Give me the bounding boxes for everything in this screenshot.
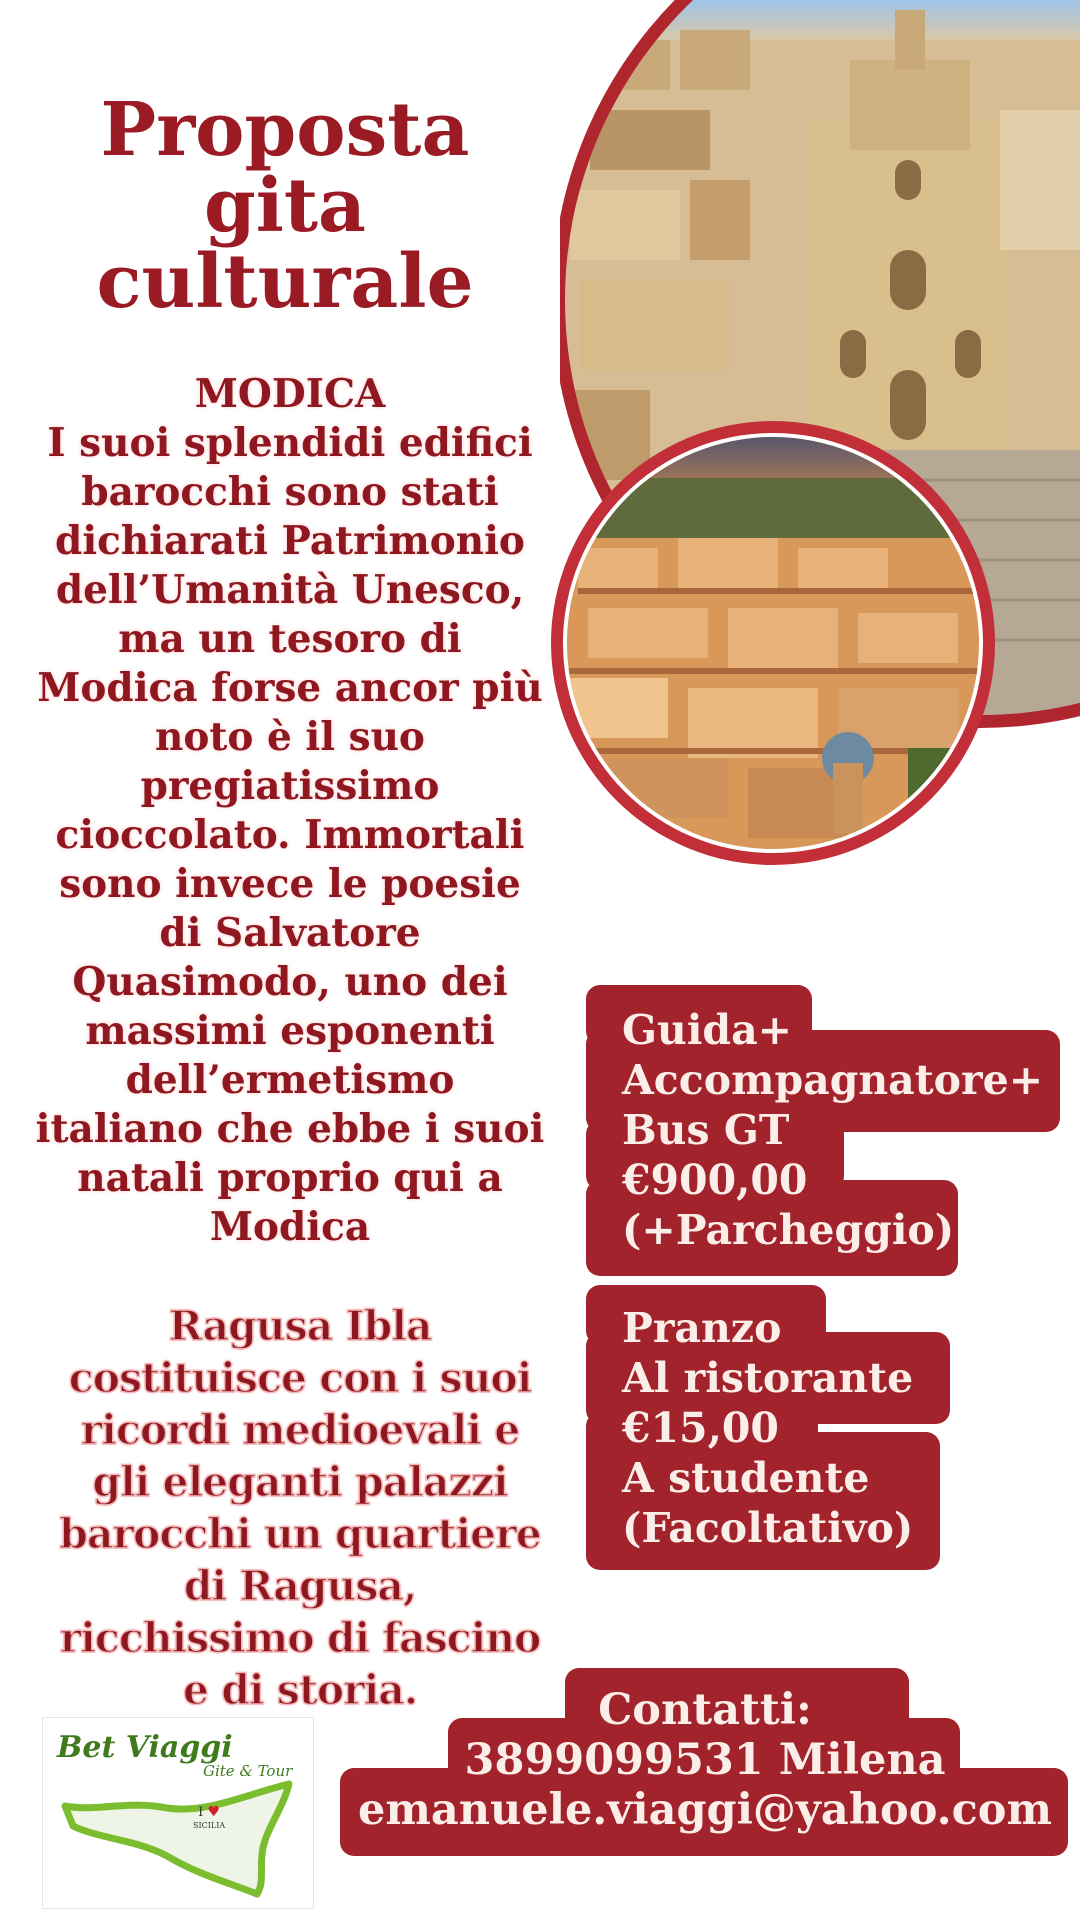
pranzo-line: A studente <box>622 1454 870 1502</box>
ragusa-line: barocchi un quartiere <box>59 1510 541 1558</box>
logo-heart <box>193 1806 225 1832</box>
modica-line: dichiarati Patrimonio <box>55 518 525 564</box>
ragusa-line: ricordi medioevali e <box>80 1406 520 1454</box>
modica-line: noto è il suo <box>155 714 425 760</box>
ragusa-line: di Ragusa, <box>183 1562 417 1610</box>
ragusa-line: Ragusa Ibla <box>168 1302 432 1350</box>
guida-line: Accompagnatore+ <box>622 1056 1044 1104</box>
pranzo-price-text <box>622 1303 913 1553</box>
modica-line: dell’ermetismo <box>125 1057 455 1103</box>
guida-line: Guida+ <box>622 1006 792 1054</box>
modica-line: natali proprio qui a <box>77 1155 503 1201</box>
page-title: Proposta gita culturale <box>96 87 474 325</box>
modica-line: italiano che ebbe i suoi <box>35 1106 545 1152</box>
guida-line: (+Parcheggio) <box>622 1206 955 1254</box>
ragusa-line: ricchissimo di fascino <box>59 1614 541 1662</box>
ragusa-ibla-photo <box>548 418 998 868</box>
contatti-phone[interactable]: 3899099531 Milena <box>464 1735 946 1785</box>
sicily-map-icon <box>57 1778 307 1898</box>
modica-line: Modica forse ancor più <box>37 665 543 711</box>
pranzo-price: €15,00 <box>622 1404 779 1452</box>
ragusa-line: gli eleganti palazzi <box>92 1458 508 1506</box>
ragusa-description <box>30 1300 570 1716</box>
pranzo-line: Al ristorante <box>622 1354 914 1402</box>
modica-line: dell’Umanità Unesco, <box>55 567 525 613</box>
contatti-heading: Contatti: <box>598 1685 812 1735</box>
modica-line: cioccolato. Immortali <box>55 812 525 858</box>
logo-tagline: Gite & Tour <box>203 1762 293 1780</box>
modica-line: sono invece le poesie <box>59 861 521 907</box>
contatti-email[interactable]: emanuele.viaggi@yahoo.com <box>358 1785 1052 1835</box>
guida-price-text <box>622 1005 1043 1255</box>
ragusa-line: e di storia. <box>182 1666 418 1714</box>
modica-line: di Salvatore <box>159 910 421 956</box>
modica-line: barocchi sono stati <box>81 469 499 515</box>
bet-viaggi-logo <box>42 1717 314 1909</box>
modica-heading: MODICA <box>194 371 386 417</box>
heart-icon: ♥ <box>207 1804 220 1820</box>
guida-price: €900,00 <box>622 1156 808 1204</box>
modica-line: I suoi splendidi edifici <box>47 420 533 466</box>
modica-description <box>20 370 560 1252</box>
modica-line: pregiatissimo <box>140 763 440 809</box>
pranzo-line: Pranzo <box>622 1304 782 1352</box>
guida-line: Bus GT <box>622 1106 790 1154</box>
modica-line: Modica <box>209 1204 371 1250</box>
modica-line: Quasimodo, uno dei <box>72 959 508 1005</box>
modica-line: massimi esponenti <box>85 1008 495 1054</box>
modica-line: ma un tesoro di <box>118 616 462 662</box>
ragusa-line: costituisce con i suoi <box>68 1354 532 1402</box>
pranzo-line: (Facoltativo) <box>622 1504 914 1552</box>
logo-brand: Bet Viaggi <box>57 1730 233 1765</box>
logo-i-text: I <box>198 1805 204 1820</box>
logo-region: SICILIA <box>193 1821 226 1830</box>
contatti-text <box>340 1685 1070 1835</box>
